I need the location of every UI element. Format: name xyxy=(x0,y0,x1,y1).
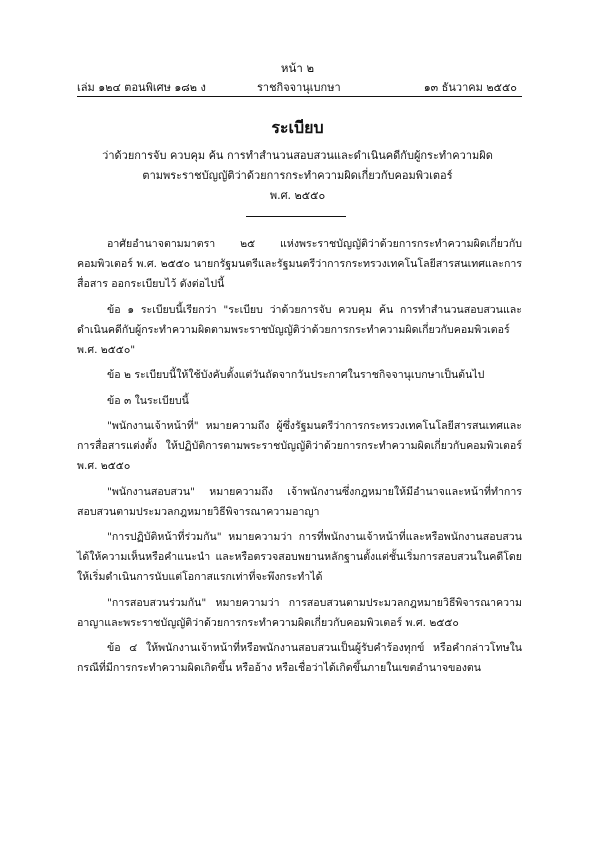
definition-joint-investigation: "การสอบสวนร่วมกัน" หมายความว่า การสอบสวนตามประมวลกฎหมายวิธีพิจารณาความอาญาและพระราชบัญญัติว่าด้วยการกระทำความผิดเกี่ยวกับคอมพิวเตอร์ พ.ศ. ๒๕๕๐ xyxy=(77,596,522,629)
clause-1-paragraph: ข้อ ๑ ระเบียบนี้เรียกว่า "ระเบียบ ว่าด้วยการจับ ควบคุม ค้น การทำสำนวนสอบสวนและดำเนินคดีกับผู้กระทำความผิดตามพระราชบัญญัติว่าด้วยการกระทำความผิดเกี่ยวกับคอมพิวเตอร์ พ.ศ. ๒๕๕๐" xyxy=(77,303,522,356)
publication-date: ๑๓ ธันวาคม ๒๕๕๐ xyxy=(423,81,517,94)
document-subtitle-line1: ว่าด้วยการจับ ควบคุม ค้น การทำสำนวนสอบสวนและดำเนินคดีกับผู้กระทำความผิด xyxy=(102,149,493,162)
gazette-header xyxy=(77,78,517,92)
definition-investigator: "พนักงานสอบสวน" หมายความถึง เจ้าพนักงานซึ่งกฎหมายให้มีอำนาจและหน้าที่ทำการสอบสวนตามประมวลกฎหมายวิธีพิจารณาความอาญา xyxy=(77,485,522,518)
title-rule xyxy=(246,216,346,217)
document-title: ระเบียบ xyxy=(271,118,324,137)
clause-2-paragraph: ข้อ ๒ ระเบียบนี้ให้ใช้บังคับตั้งแต่วันถัดจากวันประกาศในราชกิจจานุเบกษาเป็นต้นไป xyxy=(107,369,485,381)
header-rule xyxy=(77,96,522,97)
preamble-paragraph: อาศัยอำนาจตามมาตรา ๒๕ แห่งพระราชบัญญัติว่าด้วยการกระทำความผิดเกี่ยวกับคอมพิวเตอร์ พ.ศ. ๒๕๕๐ นายกรัฐมนตรีและรัฐมนตรีว่าการกระทรวงเทคโนโลยีสารสนเทศและการสื่อสาร ออกระเบียบไว้ ดังต่อไปนี้ xyxy=(77,238,522,290)
document-subtitle-line2: ตามพระราชบัญญัติว่าด้วยการกระทำความผิดเกี่ยวกับคอมพิวเตอร์ xyxy=(142,169,453,182)
document-subtitle-year: พ.ศ. ๒๕๕๐ xyxy=(269,189,326,202)
gazette-name: ราชกิจจานุเบกษา xyxy=(257,81,341,94)
page-number: หน้า ๒ xyxy=(280,61,315,75)
document-body xyxy=(77,234,522,684)
definition-officer: "พนักงานเจ้าหน้าที่" หมายความถึง ผู้ซึ่งรัฐมนตรีว่าการกระทรวงเทคโนโลยีสารสนเทศและการสื่อสารแต่งตั้ง ให้ปฏิบัติการตามพระราชบัญญัติว่าด้วยการกระทำความผิดเกี่ยวกับคอมพิวเตอร์ พ.ศ. ๒๕๕๐ xyxy=(77,420,522,472)
clause-3-paragraph: ข้อ ๓ ในระเบียบนี้ xyxy=(107,394,189,407)
definition-joint-duty: "การปฏิบัติหน้าที่ร่วมกัน" หมายความว่า การที่พนักงานเจ้าหน้าที่และหรือพนักงานสอบสวนได้ให้ความเห็นหรือคำแนะนำ และหรือตรวจสอบพยานหลักฐานตั้งแต่ชั้นเริ่มการสอบสวนในคดีโดยให้เริ่มดำเนินการนับแต่โอกาสแรกเท่าที่จะพึงกระทำได้ xyxy=(77,531,522,583)
clause-4-paragraph: ข้อ ๔ ให้พนักงานเจ้าหน้าที่หรือพนักงานสอบสวนเป็นผู้รับคำร้องทุกข์ หรือคำกล่าวโทษในกรณีที่มีการกระทำความผิดเกิดขึ้น หรืออ้าง หรือเชื่อว่าได้เกิดขึ้นภายในเขตอำนาจของตน xyxy=(77,642,522,674)
volume-issue: เล่ม ๑๒๔ ตอนพิเศษ ๑๘๒ ง xyxy=(77,81,206,94)
